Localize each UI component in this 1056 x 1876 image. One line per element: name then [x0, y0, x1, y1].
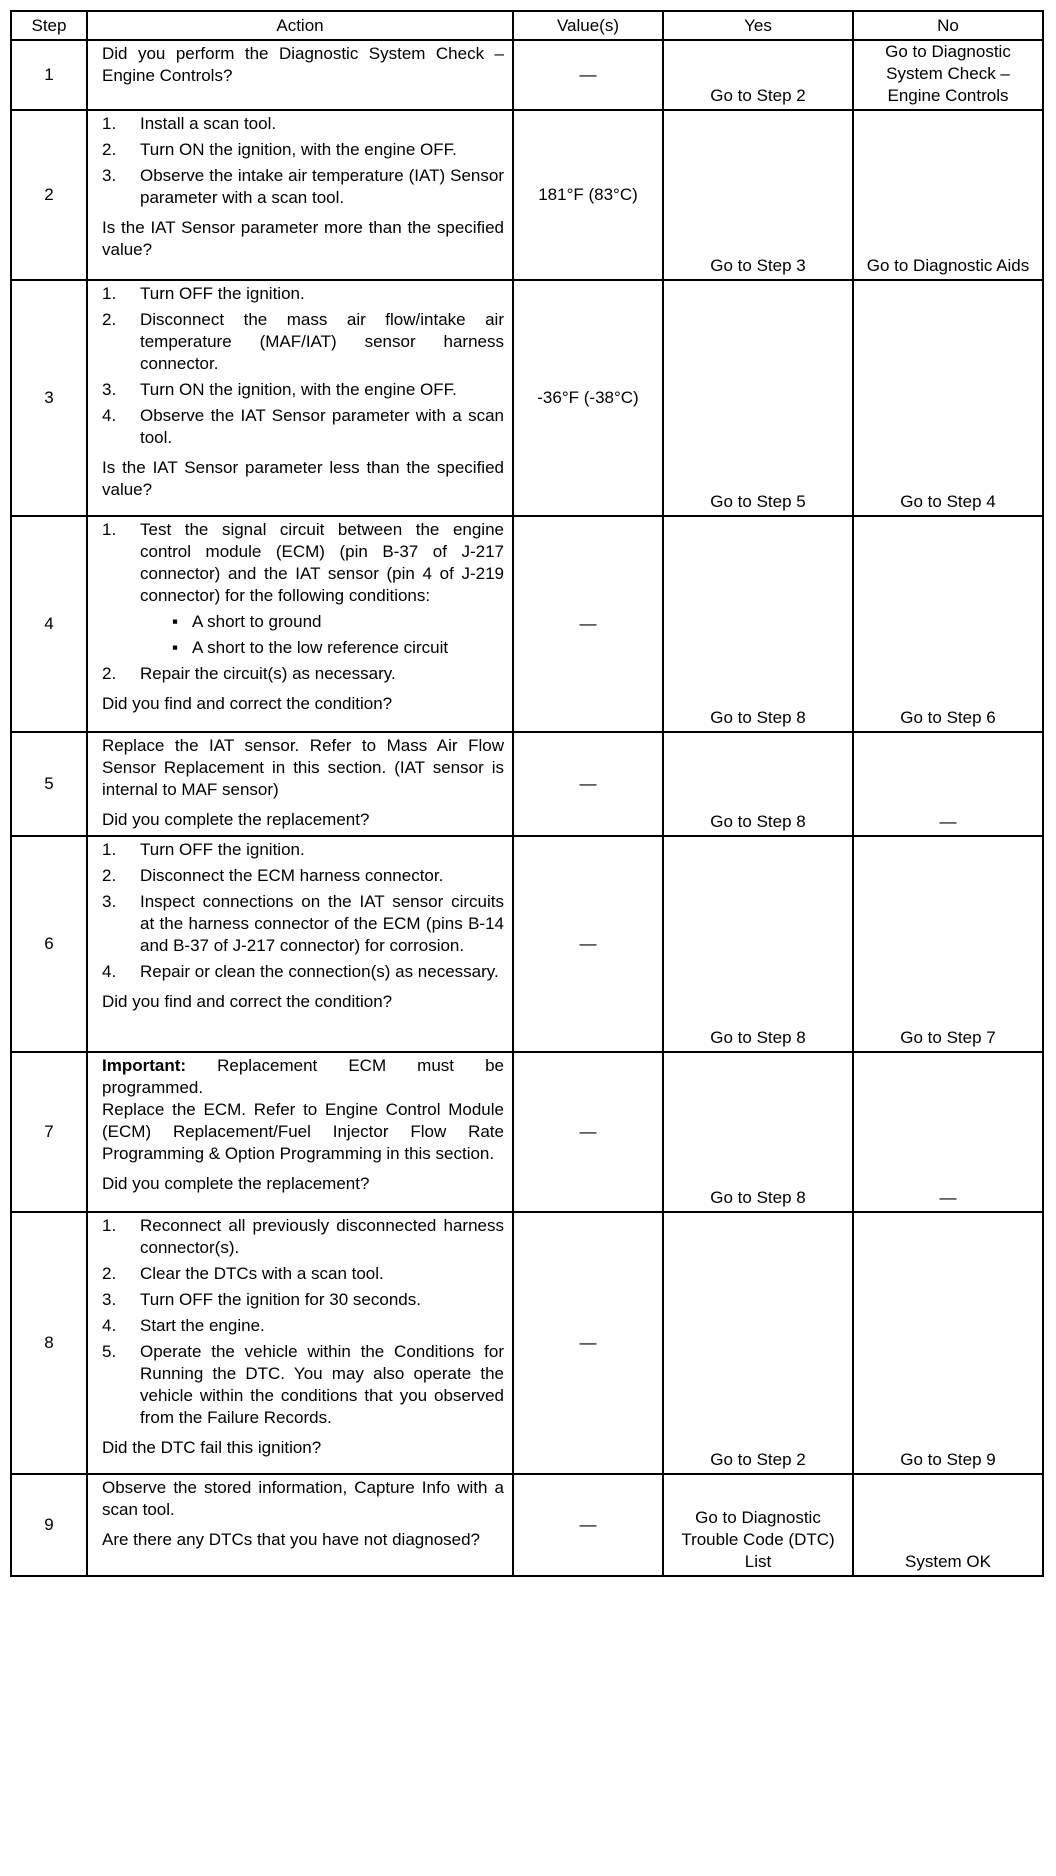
header-no: No	[853, 11, 1043, 40]
no-cell: Go to Diagnostic Aids	[853, 110, 1043, 280]
yes-cell: Go to Step 2	[663, 1212, 853, 1474]
yes-cell: Go to Diagnostic Trouble Code (DTC) List	[663, 1474, 853, 1576]
action-list-item	[102, 139, 504, 161]
action-cell	[87, 516, 513, 732]
step-number: 7	[11, 1052, 87, 1212]
list-item-number: 3.	[102, 1290, 117, 1309]
action-list-item	[102, 663, 504, 685]
bullet-item	[172, 637, 504, 659]
important-text: Replacement ECM must be programmed.	[102, 1056, 504, 1097]
step-number: 8	[11, 1212, 87, 1474]
bullet-text: A short to the low reference circuit	[192, 638, 449, 657]
action-list-item	[102, 891, 504, 957]
yes-cell: Go to Step 3	[663, 110, 853, 280]
step-number: 5	[11, 732, 87, 836]
action-text: Observe the stored information, Capture Info with a scan tool.	[102, 1478, 504, 1519]
table-row	[11, 516, 1043, 732]
list-item-number: 4.	[102, 962, 117, 981]
yes-cell: Go to Step 5	[663, 280, 853, 516]
list-item-text: Clear the DTCs with a scan tool.	[140, 1264, 384, 1283]
step-number: 1	[11, 40, 87, 110]
table-row	[11, 1474, 1043, 1576]
diagnostic-table	[10, 10, 1044, 1577]
action-cell	[87, 40, 513, 110]
list-item-text: Turn ON the ignition, with the engine OFF.	[140, 380, 457, 399]
important-label: Important:	[102, 1056, 187, 1075]
bullet-icon: ▪	[172, 612, 179, 631]
list-item-number: 5.	[102, 1342, 117, 1361]
action-question: Did the DTC fail this ignition?	[102, 1438, 322, 1457]
value-cell: —	[513, 1474, 663, 1576]
list-item-text: Repair or clean the connection(s) as necessary.	[140, 962, 499, 981]
value-cell: -36°F (-38°C)	[513, 280, 663, 516]
action-question: Did you complete the replacement?	[102, 1174, 370, 1193]
value-cell: —	[513, 1212, 663, 1474]
list-item-text: Turn OFF the ignition.	[140, 284, 305, 303]
action-list-item	[102, 309, 504, 375]
value-cell: —	[513, 732, 663, 836]
action-question: Is the IAT Sensor parameter more than the specified value?	[102, 218, 504, 259]
table-row	[11, 280, 1043, 516]
action-text: Replace the IAT sensor. Refer to Mass Air Flow Sensor Replacement in this section. (IAT sensor is internal to MAF sensor)	[102, 736, 504, 799]
list-item-text: Turn OFF the ignition.	[140, 840, 305, 859]
action-list-item	[102, 839, 504, 861]
step-number: 9	[11, 1474, 87, 1576]
list-item-number: 1.	[102, 1216, 117, 1235]
list-item-text: Turn ON the ignition, with the engine OFF.	[140, 140, 457, 159]
action-cell	[87, 110, 513, 280]
action-list-item	[102, 165, 504, 209]
action-question: Did you complete the replacement?	[102, 810, 370, 829]
action-question: Did you find and correct the condition?	[102, 694, 393, 713]
action-cell	[87, 280, 513, 516]
no-cell: Go to Step 4	[853, 280, 1043, 516]
table-row	[11, 110, 1043, 280]
action-list-item	[102, 1263, 504, 1285]
list-item-text: Turn OFF the ignition for 30 seconds.	[140, 1290, 421, 1309]
value-cell: —	[513, 1052, 663, 1212]
bullet-item	[172, 611, 504, 633]
list-item-number: 3.	[102, 166, 117, 185]
yes-cell: Go to Step 2	[663, 40, 853, 110]
value-cell: —	[513, 516, 663, 732]
action-list-item	[102, 1341, 504, 1429]
list-item-text: Disconnect the mass air flow/intake air temperature (MAF/IAT) sensor harness connector.	[140, 310, 504, 373]
header-values: Value(s)	[513, 11, 663, 40]
header-yes: Yes	[663, 11, 853, 40]
table-row	[11, 1052, 1043, 1212]
list-item-text: Disconnect the ECM harness connector.	[140, 866, 444, 885]
action-cell	[87, 836, 513, 1052]
no-cell: —	[853, 1052, 1043, 1212]
bullet-icon: ▪	[172, 638, 179, 657]
header-action: Action	[87, 11, 513, 40]
action-cell	[87, 1474, 513, 1576]
action-question: Is the IAT Sensor parameter less than the specified value?	[102, 458, 504, 499]
value-cell: —	[513, 40, 663, 110]
action-list-item	[102, 519, 504, 607]
list-item-number: 2.	[102, 310, 117, 329]
action-question: Are there any DTCs that you have not diagnosed?	[102, 1530, 481, 1549]
list-item-number: 4.	[102, 1316, 117, 1335]
header-step: Step	[11, 11, 87, 40]
list-item-number: 2.	[102, 866, 117, 885]
value-cell: 181°F (83°C)	[513, 110, 663, 280]
action-list-item	[102, 1289, 504, 1311]
action-list-item	[102, 405, 504, 449]
header-row	[11, 11, 1043, 40]
action-text: Replace the ECM. Refer to Engine Control Module (ECM) Replacement/Fuel Injector Flow Rate Programming & Option Programming in this section.	[102, 1100, 504, 1163]
list-item-number: 3.	[102, 380, 117, 399]
list-item-number: 2.	[102, 664, 117, 683]
list-item-text: Reconnect all previously disconnected harness connector(s).	[140, 1216, 504, 1257]
value-cell: —	[513, 836, 663, 1052]
action-list-item	[102, 113, 504, 135]
no-cell: Go to Step 7	[853, 836, 1043, 1052]
list-item-text: Operate the vehicle within the Conditions for Running the DTC. You may also operate the vehicle within the conditions that you observed from the Failure Records.	[140, 1342, 504, 1427]
table-row	[11, 40, 1043, 110]
step-number: 2	[11, 110, 87, 280]
action-list-item	[102, 1215, 504, 1259]
no-cell: Go to Step 9	[853, 1212, 1043, 1474]
diagnostic-table-container	[10, 10, 1042, 1577]
yes-cell: Go to Step 8	[663, 836, 853, 1052]
table-row	[11, 732, 1043, 836]
list-item-text: Repair the circuit(s) as necessary.	[140, 664, 396, 683]
list-item-number: 3.	[102, 892, 117, 911]
table-row	[11, 836, 1043, 1052]
list-item-number: 2.	[102, 1264, 117, 1283]
list-item-text: Test the signal circuit between the engine control module (ECM) (pin B-37 of J-217 connector) and the IAT sensor (pin 4 of J-219 connector) for the following conditions:	[140, 520, 504, 605]
action-list-item	[102, 283, 504, 305]
list-item-text: Observe the intake air temperature (IAT) Sensor parameter with a scan tool.	[140, 166, 504, 207]
list-item-number: 4.	[102, 406, 117, 425]
no-cell: Go to Step 6	[853, 516, 1043, 732]
no-cell: Go to Diagnostic System Check – Engine Controls	[853, 40, 1043, 110]
step-number: 3	[11, 280, 87, 516]
action-cell	[87, 1212, 513, 1474]
action-cell	[87, 732, 513, 836]
action-question: Did you find and correct the condition?	[102, 992, 393, 1011]
list-item-text: Observe the IAT Sensor parameter with a scan tool.	[140, 406, 504, 447]
action-cell	[87, 1052, 513, 1212]
list-item-number: 1.	[102, 284, 117, 303]
no-cell: —	[853, 732, 1043, 836]
no-cell: System OK	[853, 1474, 1043, 1576]
list-item-text: Inspect connections on the IAT sensor circuits at the harness connector of the ECM (pins B-14 and B-37 of J-217 connector) for corrosion.	[140, 892, 504, 955]
yes-cell: Go to Step 8	[663, 516, 853, 732]
bullet-text: A short to ground	[192, 612, 322, 631]
step-number: 6	[11, 836, 87, 1052]
list-item-number: 1.	[102, 114, 117, 133]
action-list-item	[102, 865, 504, 887]
action-list-item	[102, 961, 504, 983]
yes-cell: Go to Step 8	[663, 1052, 853, 1212]
yes-cell: Go to Step 8	[663, 732, 853, 836]
important-note	[102, 1055, 504, 1099]
table-row	[11, 1212, 1043, 1474]
action-list-item	[102, 379, 504, 401]
list-item-text: Start the engine.	[140, 1316, 265, 1335]
action-text: Did you perform the Diagnostic System Check – Engine Controls?	[102, 44, 504, 85]
action-list-item	[102, 1315, 504, 1337]
list-item-number: 1.	[102, 520, 117, 539]
list-item-number: 1.	[102, 840, 117, 859]
list-item-text: Install a scan tool.	[140, 114, 277, 133]
list-item-number: 2.	[102, 140, 117, 159]
step-number: 4	[11, 516, 87, 732]
